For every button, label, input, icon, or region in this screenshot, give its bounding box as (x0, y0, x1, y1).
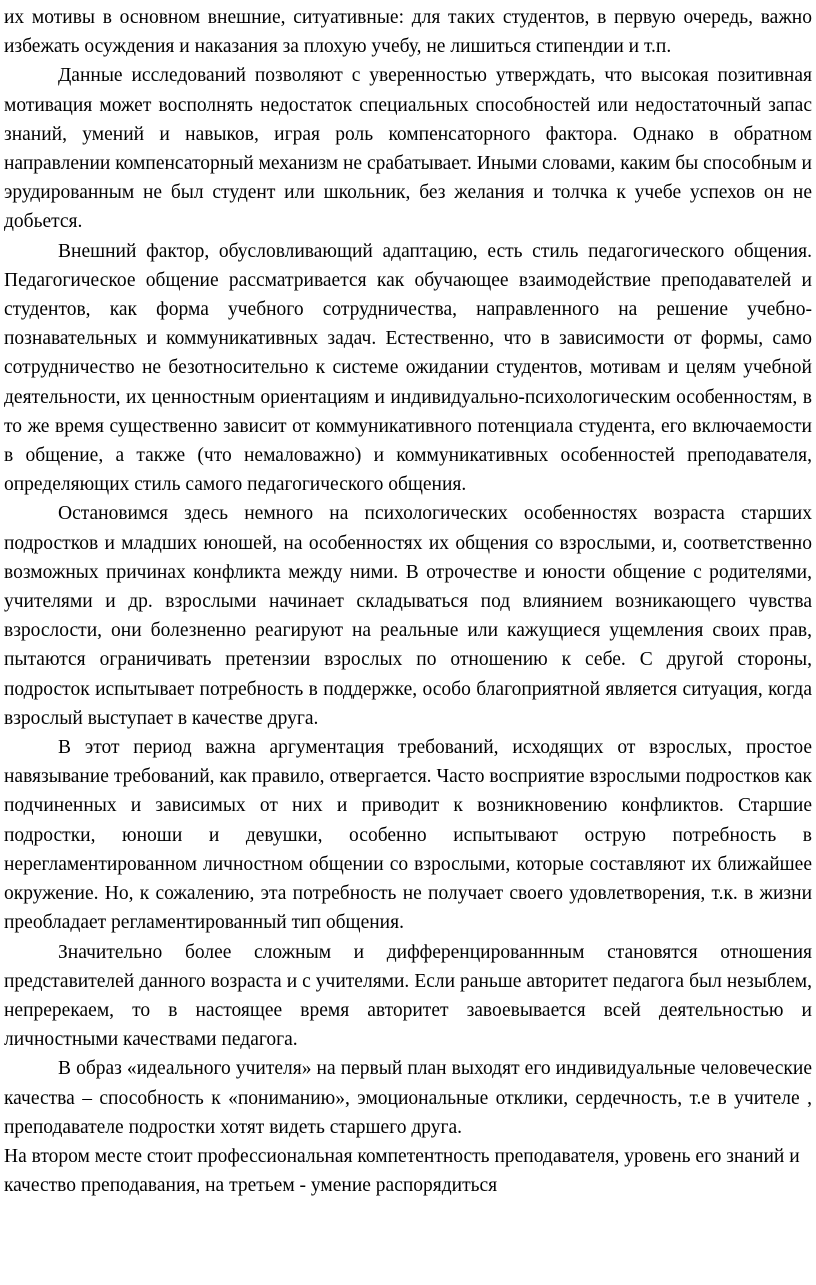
paragraph-7: В образ «идеального учителя» на первый план выходят его индивидуальные человеческие качества – способность к «пониманию», эмоциональные отклики, сердечность, т.е в учителе , преподавателе подростки хотят видеть старшего друга. (4, 1058, 812, 1138)
paragraph-1: их мотивы в основном внешние, ситуативные: для таких студентов, в первую очередь, важно избежать осуждения и наказания за плохую учебу, не лишиться стипендии и т.п. (4, 7, 812, 58)
paragraph-2: Данные исследований позволяют с уверенностью утверждать, что высокая позитивная мотивация может восполнять недостаток специальных способностей или недостаточный запас знаний, умений и навыков, играя роль компенсаторного фактора. Однако в обратном направлении компенсаторный механизм не срабатывает. Иными словами, каким бы способным и эрудированным не был студент или школьник, без желания и толчка к учебе успехов он не добьется. (4, 65, 812, 233)
paragraph-4: Остановимся здесь немного на психологических особенностях возраста старших подростков и младших юношей, на особенностях их общения со взрослыми, и, соответственно возможных причинах конфликта между ними. В отрочестве и юности общение с родителями, учителями и др. взрослыми начинает складываться под влиянием возникающего чувства взрослости, они болезненно реагируют на реальные или кажущиеся ущемления своих прав, пытаются ограничивать претензии взрослых по отношению к себе. С другой стороны, подросток испытывает потребность в поддержке, особо благоприятной является ситуация, когда взрослый выступает в качестве друга. (4, 503, 812, 729)
paragraph-5: В этот период важна аргументация требований, исходящих от взрослых, простое навязывание требований, как правило, отвергается. Часто восприятие взрослыми подростков как подчиненных и зависимых от них и приводит к возникновению конфликтов. Старшие подростки, юноши и девушки, особенно испытывают острую потребность в нерегламентированном личностном общении со взрослыми, которые составляют их ближайшее окружение. Но, к сожалению, эта потребность не получает своего удовлетворения, т.к. в жизни преобладает регламентированный тип общения. (4, 737, 812, 934)
paragraph-6: Значительно более сложным и дифференцированнным становятся отношения представителей данного возраста и с учителями. Если раньше авторитет педагога был незыблем, непререкаем, то в настоящее время авторитет завоевывается всей деятельностью и личностными качествами педагога. (4, 941, 812, 1051)
paragraph-3: Внешний фактор, обусловливающий адаптацию, есть стиль педагогического общения. Педагогическое общение рассматривается как обучающее взаимодействие преподавателей и студентов, как форма учебного сотрудничества, направленного на решение учебно-познавательных и коммуникативных задач. Естественно, что в зависимости от формы, само сотрудничество не безотносительно к системе ожидании студентов, мотивам и целям учебной деятельности, их ценностным ориентациям и индивидуально-психологическим особенностям, в то же время существенно зависит от коммуникативного потенциала студента, его включаемости в общение, а также (что немаловажно) и коммуникативных особенностей преподавателя, определяющих стиль самого педагогического общения. (4, 240, 812, 496)
paragraph-8: На втором месте стоит профессиональная компетентность преподавателя, уровень его знаний и качество преподавания, на третьем - умение распорядиться (4, 1145, 800, 1197)
